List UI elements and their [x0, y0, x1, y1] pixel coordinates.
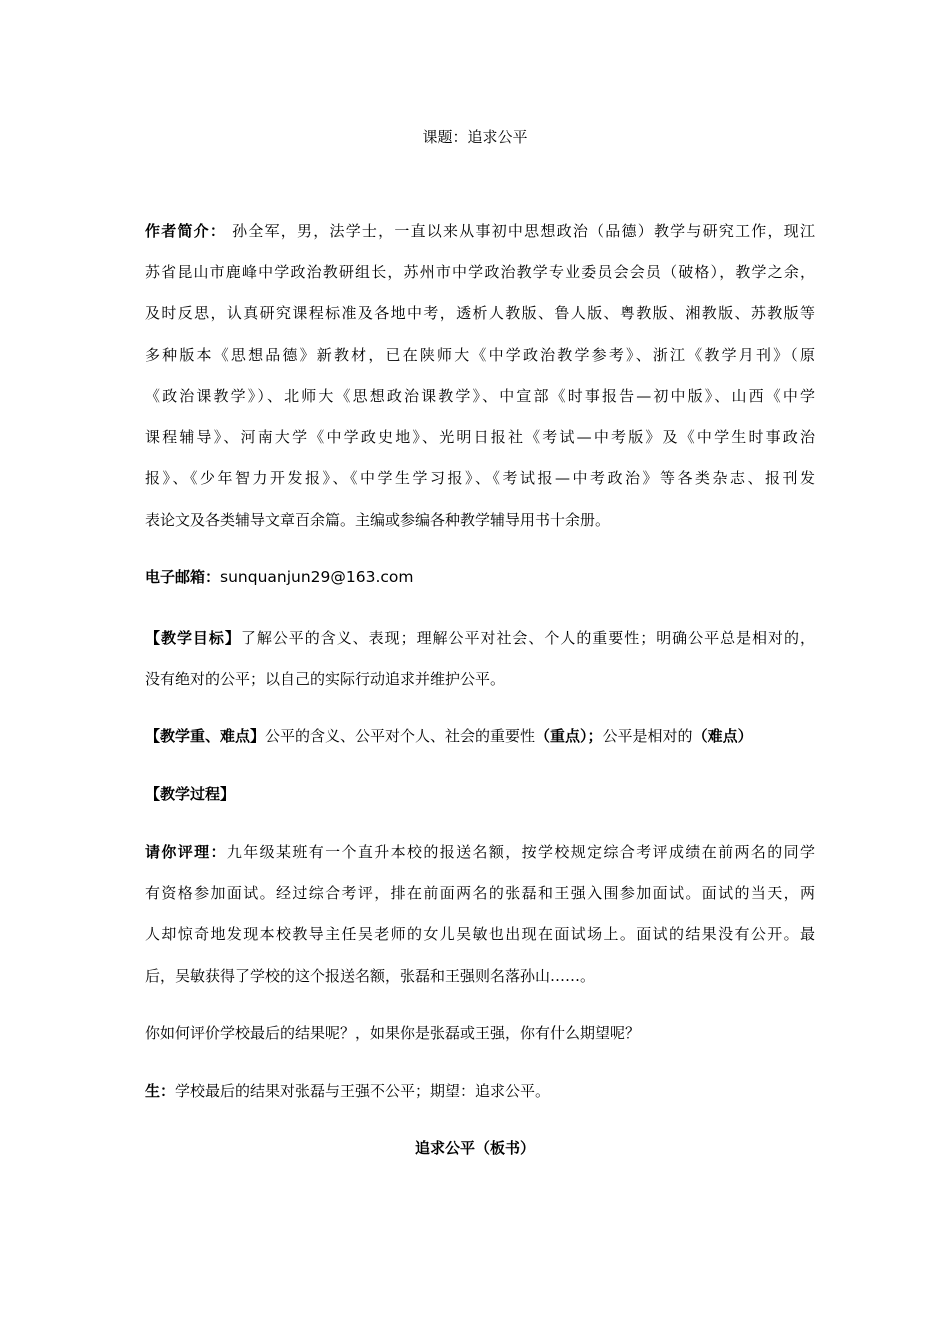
- email-line: [145, 567, 815, 587]
- case-study-label: 请你评理：: [145, 843, 227, 861]
- key-points-line: [145, 726, 815, 746]
- student-answer-label: 生：: [145, 1082, 176, 1100]
- author-intro-line: 多种版本《思想品德》新教材，已在陕师大《中学政治教学参考》、浙江《教学月刊》（原: [145, 346, 815, 364]
- email-address[interactable]: sunquanjun29@163.com: [220, 568, 414, 586]
- board-heading: 追求公平（板书）: [414, 1139, 535, 1157]
- author-intro-line: 课程辅导》、河南大学《中学政史地》、光明日报社《考试—中考版》及《中学生时事政治: [145, 428, 815, 446]
- case-study-line: 有资格参加面试。经过综合考评，排在前面两名的张磊和王强入围参加面试。面试的当天，两: [145, 884, 815, 902]
- case-study-line: 人却惊奇地发现本校教导主任吴老师的女儿吴敏也出现在面试场上。面试的结果没有公开。最: [145, 925, 815, 943]
- student-answer-text: 学校最后的结果对张磊与王强不公平；期望：追求公平。: [175, 1082, 551, 1100]
- difficult-point-text: 公平是相对的: [602, 727, 693, 745]
- case-study-line: 后，吴敏获得了学校的这个报送名额，张磊和王强则名落孙山……。: [145, 967, 596, 985]
- email-label: 电子邮箱：: [145, 568, 221, 586]
- teaching-goals-line: 没有绝对的公平；以自己的实际行动追求并维护公平。: [145, 670, 506, 688]
- author-intro-line: 《政治课教学》）、北师大《思想政治课教学》、中宣部《时事报告—初中版》、山西《中学: [145, 387, 815, 405]
- key-points-text: 公平的含义、公平对个人、社会的重要性: [265, 727, 536, 745]
- document-title: 课题：追求公平: [422, 128, 528, 146]
- author-intro-line: 及时反思，认真研究课程标准及各地中考，透析人教版、鲁人版、粤教版、湘教版、苏教版等: [145, 304, 815, 322]
- author-intro-text: 孙全军，男，法学士，一直以来从事初中思想政治（品德）教学与研究工作，现江: [226, 222, 815, 240]
- case-study-text: 九年级某班有一个直升本校的报送名额，按学校规定综合考评成绩在前两名的同学: [226, 843, 815, 861]
- author-intro-line: [145, 221, 815, 241]
- author-intro-label: 作者简介：: [145, 222, 227, 240]
- difficult-point-tag: （难点）: [692, 727, 753, 745]
- key-points-label: 【教学重、难点】: [145, 727, 266, 745]
- teaching-goals-line: [145, 628, 815, 648]
- author-intro-line: 表论文及各类辅导文章百余篇。主编或参编各种教学辅导用书十余册。: [145, 511, 611, 529]
- key-point-tag: （重点）；: [535, 727, 603, 745]
- student-answer: [145, 1081, 815, 1101]
- case-study-line: [145, 842, 815, 862]
- teaching-goals-text: 了解公平的含义、表现；理解公平对社会、个人的重要性；明确公平总是相对的，: [240, 629, 815, 647]
- discussion-question: 你如何评价学校最后的结果呢？，如果你是张磊或王强，你有什么期望呢？: [145, 1024, 641, 1042]
- teaching-goals-label: 【教学目标】: [145, 629, 241, 647]
- author-intro-line: 报》、《少年智力开发报》、《中学生学习报》、《考试报—中考政治》等各类杂志、报刊发: [145, 469, 815, 487]
- author-intro-line: 苏省昆山市鹿峰中学政治教研组长，苏州市中学政治教学专业委员会会员（破格），教学之余，: [145, 263, 815, 281]
- teaching-process-heading: 【教学过程】: [145, 785, 236, 803]
